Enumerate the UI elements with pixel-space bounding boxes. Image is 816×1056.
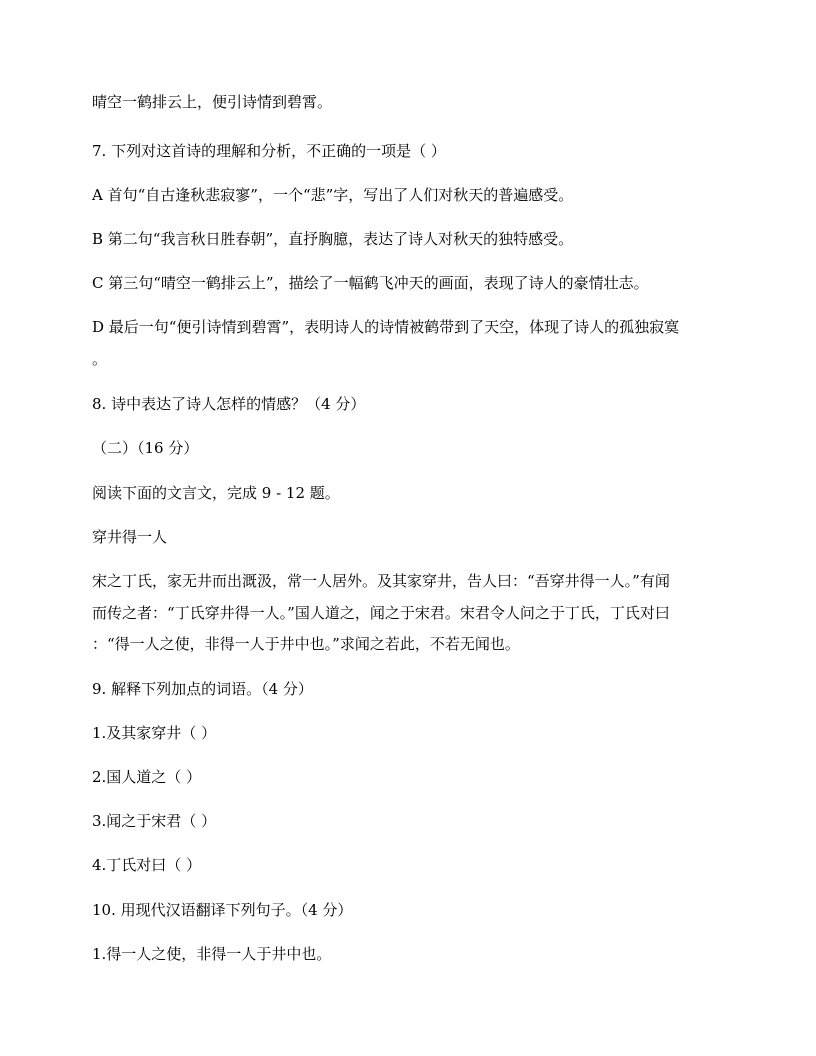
- question-10: 10. 用现代汉语翻译下列句子。（4 分）: [92, 901, 353, 919]
- question-9-item-4: 4.丁氏对曰（ ）: [92, 856, 202, 874]
- reading-instruction: 阅读下面的文言文，完成 9 - 12 题。: [92, 484, 340, 502]
- question-9-item-1: 1.及其家穿井（ ）: [92, 724, 217, 742]
- question-7: 7. 下列对这首诗的理解和分析，不正确的一项是（ ）: [92, 142, 446, 160]
- question-9: 9. 解释下列加点的词语。（4 分）: [92, 680, 313, 698]
- question-9-item-2: 2.国人道之（ ）: [92, 768, 202, 786]
- passage-line: 宋之丁氏，家无井而出溉汲，常一人居外。及其家穿井，告人曰：“吾穿井得一人。”有闻: [92, 572, 670, 590]
- passage-line: ：“得一人之使，非得一人于井中也。”求闻之若此，不若无闻也。: [92, 635, 520, 653]
- option-a: A 首句“自古逢秋悲寂寥”，一个“悲”字，写出了人们对秋天的普遍感受。: [92, 186, 574, 204]
- option-d-continued: 。: [92, 350, 108, 368]
- passage-line: 而传之者：“丁氏穿井得一人。”国人道之，闻之于宋君。宋君令人问之于丁氏，丁氏对曰: [92, 604, 670, 622]
- passage-title: 穿井得一人: [92, 528, 168, 546]
- section-heading: （二）（16 分）: [92, 439, 199, 457]
- option-b: B 第二句“我言秋日胜春朝”，直抒胸臆，表达了诗人对秋天的独特感受。: [92, 230, 574, 248]
- option-d: D 最后一句“便引诗情到碧霄”，表明诗人的诗情被鹤带到了天空，体现了诗人的孤独寂寞: [92, 318, 680, 336]
- question-9-item-3: 3.闻之于宋君（ ）: [92, 812, 217, 830]
- poem-line: 晴空一鹤排云上，便引诗情到碧霄。: [92, 93, 333, 111]
- question-8: 8. 诗中表达了诗人怎样的情感？（4 分）: [92, 395, 366, 413]
- option-c: C 第三句“晴空一鹤排云上”，描绘了一幅鹤飞冲天的画面，表现了诗人的豪情壮志。: [92, 274, 649, 292]
- question-10-item-1: 1.得一人之使，非得一人于井中也。: [92, 945, 332, 963]
